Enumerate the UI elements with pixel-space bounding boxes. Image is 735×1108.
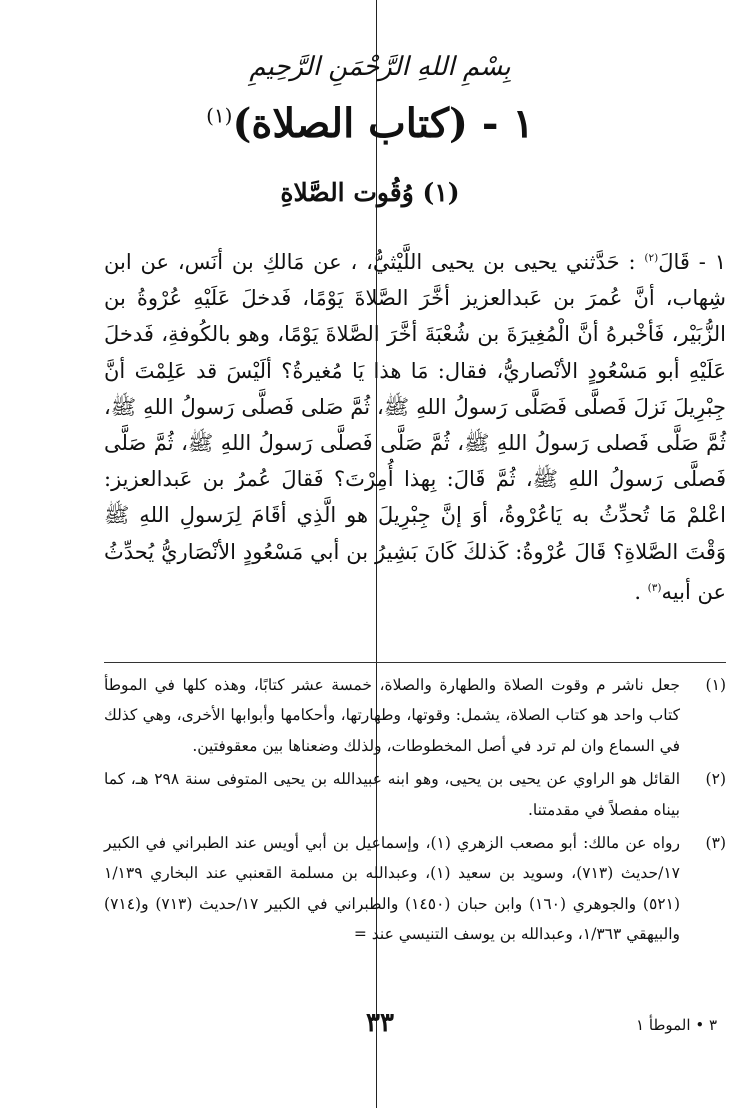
footnote-text: رواه عن مالك: أبو مصعب الزهري (١)، وإسماعيل بن أبي أويس عند الطبراني في الكبير ١٧/حديث (٧١٣)، وسويد بن سعيد (١)، وعبدالله بن مسلمة القعنبي عند البخاري ١/١٣٩ (٥٢١) والجوهري (١٦٠) وابن حبان (١٤٥٠) والطبراني في الكبير ١٧/حديث (٧١٣) و(٧١٤) والبيهقي ١/٣٦٣، وعبدالله بن يوسف التنيسي عند = <box>104 834 681 944</box>
hadith-body: : حَدَّثني يحيى بن يحيى اللَّيْثيُّ، ، عن مَالكِ بن أنَس، عن ابن شِهاب، أنَّ عُمرَ بن عَبدالعزيز أخَّرَ الصَّلاةَ يَوْمًا، فَدخلَ عَلَيْهِ عُرْوةُ بن الزُّبَيْر، فَأخْبرهُ أنَّ الْمُغِيرَةَ بن شُعْبَةَ أخَّرَ الصَّلاةَ يَوْمًا، وهو بالكُوفةِ، فَدخلَ عَلَيْهِ أبو مَسْعُودٍ الأنْصاريُّ، فقال: مَا هذا يَا مُغيرةُ؟ ألَيْسَ قد عَلِمْتَ أنَّ جِبْرِيلَ نَزلَ فَصلَّى فَصَلَّى رَسولُ اللهِ ﷺ، ثُمَّ صَلى فَصلَّى رَسولُ اللهِ ﷺ، ثُمَّ صَلَّى فَصلى رَسولُ اللهِ ﷺ، ثُمَّ صَلَّى فَصلَّى رَسولُ اللهِ ﷺ، ثُمَّ صَلَّى فَصلَّى رَسولُ اللهِ ﷺ، ثُمَّ قَالَ: بِهذا أُمِرْتَ؟ فَقالَ عُمرُ بن عَبدالعزيز: اعْلمْ مَا تُحدِّثُ به يَاعُرْوةُ، أوَ إنَّ جِبْرِيلَ هو الَّذِي أقَامَ لِرَسولِ اللهِ ﷺ وَقْتَ الصَّلاةِ؟ قَالَ عُرْوةُ: كَذلكَ كَانَ بَشِيرُ بن أبي مَسْعُودٍ الأنْصَاريُّ يُحدِّثُ عن أبيه <box>104 250 726 604</box>
footnote-number: (٢) <box>705 770 726 789</box>
hadith-end: . <box>634 579 648 604</box>
hadith-end-footnote-ref: (٣) <box>647 581 662 594</box>
page-number: ٣٣ <box>366 1008 394 1038</box>
footnote-2 <box>104 764 726 825</box>
signature-mark: ٣ • الموطأ ١ <box>636 1016 717 1034</box>
basmala: بِسْمِ اللهِ الرَّحْمَنِ الرَّحِيمِ <box>249 52 511 82</box>
footnote-separator <box>104 662 726 663</box>
book-title-footnote-ref: (١) <box>206 103 233 128</box>
footnotes <box>104 670 726 950</box>
book-title <box>120 100 620 147</box>
footnote-number: (٣) <box>705 834 726 853</box>
footnote-number: (١) <box>705 676 726 694</box>
hadith-lead-footnote-ref: (٢) <box>644 252 659 264</box>
footnote-text: جعل ناشر م وقوت الصلاة والطهارة والصلاة، خمسة عشر كتابًا، وهذه كلها في الموطأ كتاب واحد هو كتاب الصلاة، يشمل: وقوتها، وطهارتها، وأحكامها وأبوابها الأخرى، وهي كذلك في السماع وان لم ترد في أصل المخطوطات، ولذلك وضعناها بين معقوفتين. <box>104 676 680 755</box>
chapter-title: (١) وُقُوت الصَّلاةِ <box>280 178 460 207</box>
hadith-paragraph <box>104 240 726 610</box>
footnote-1 <box>104 670 726 761</box>
footnote-text: القائل هو الراوي عن يحيى بن يحيى، وهو ابنه عبيدالله بن يحيى المتوفى سنة ٢٩٨ هـ، كما بيناه مفصلاً في مقدمتنا. <box>104 770 681 819</box>
hadith-lead: ١ - قَالَ <box>658 250 726 274</box>
footnote-3 <box>104 828 726 950</box>
book-title-text: ١ - (كتاب الصلاة) <box>232 100 534 147</box>
